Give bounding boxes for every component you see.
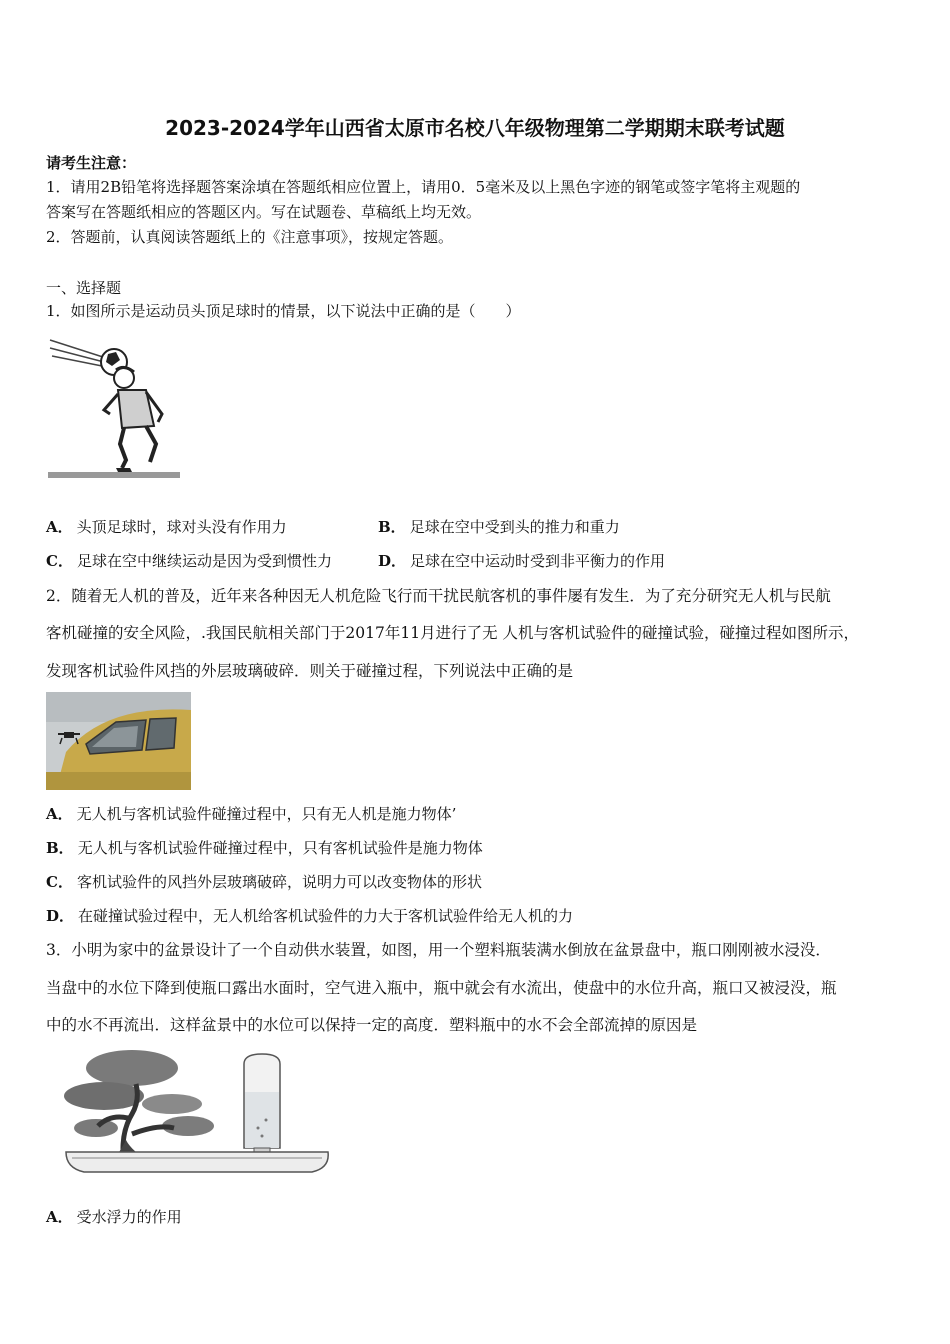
bonsai-bottle-figure bbox=[62, 1044, 332, 1186]
soccer-header-illustration bbox=[46, 334, 182, 480]
option-text: 在碰撞试验过程中，无人机给客机试验件的力大于客机试验件给无人机的力 bbox=[78, 907, 574, 925]
page-title: 2023-2024学年山西省太原市名校八年级物理第二学期期末联考试题 bbox=[165, 116, 785, 140]
q2-option-c[interactable] bbox=[46, 869, 482, 895]
option-text: 受水浮力的作用 bbox=[76, 1208, 182, 1226]
option-label: C． bbox=[46, 873, 73, 891]
option-text: 无人机与客机试验件碰撞过程中，只有无人机是施力物体’ bbox=[76, 805, 457, 823]
option-label: B． bbox=[378, 518, 406, 536]
q1-option-b[interactable] bbox=[378, 514, 620, 540]
notice-line-3: 2．答题前，认真阅读答题纸上的《注意事项》，按规定答题。 bbox=[46, 228, 454, 246]
option-text: 足球在空中受到头的推力和重力 bbox=[409, 518, 620, 536]
q1-option-d[interactable] bbox=[378, 548, 665, 574]
option-text: 足球在空中继续运动是因为受到惯性力 bbox=[76, 552, 332, 570]
option-label: C． bbox=[46, 552, 73, 570]
notice-line-2: 答案写在答题纸相应的答题区内。写在试题卷、草稿纸上均无效。 bbox=[46, 203, 482, 221]
section-heading: 一、选择题 bbox=[46, 279, 122, 297]
option-text: 客机试验件的风挡外层玻璃破碎，说明力可以改变物体的形状 bbox=[76, 873, 482, 891]
aircraft-cockpit-figure bbox=[46, 692, 191, 790]
q1-option-a[interactable] bbox=[46, 514, 287, 540]
soccer-player-figure bbox=[46, 334, 182, 480]
q2-stem-line-2: 客机碰撞的安全风险，.我国民航相关部门于2017年11月进行了无 人机与客机试验件的碰撞试验，碰撞过程如图所示， bbox=[46, 624, 860, 642]
option-text: 头顶足球时，球对头没有作用力 bbox=[76, 518, 287, 536]
option-label: B． bbox=[46, 839, 74, 857]
q3-stem-line-2: 当盘中的水位下降到使瓶口露出水面时，空气进入瓶中，瓶中就会有水流出，使盘中的水位升高，瓶口又被浸没，瓶 bbox=[46, 979, 837, 997]
bonsai-water-device-illustration bbox=[62, 1044, 332, 1186]
drone-collision-photo bbox=[46, 692, 191, 790]
notice-line-1: 1．请用2B铅笔将选择题答案涂填在答题纸相应位置上，请用0．5毫米及以上黑色字迹的钢笔或签字笔将主观题的 bbox=[46, 178, 801, 196]
q2-option-a[interactable] bbox=[46, 801, 456, 827]
option-label: A． bbox=[46, 1208, 73, 1226]
option-label: A． bbox=[46, 518, 73, 536]
q2-option-d[interactable] bbox=[46, 903, 573, 929]
option-label: A． bbox=[46, 805, 73, 823]
q2-stem-line-3: 发现客机试验件风挡的外层玻璃破碎．则关于碰撞过程，下列说法中正确的是 bbox=[46, 662, 574, 680]
option-label: D． bbox=[378, 552, 407, 570]
q3-stem-line-3: 中的水不再流出．这样盆景中的水位可以保持一定的高度．塑料瓶中的水不会全部流掉的原因是 bbox=[46, 1016, 698, 1034]
q2-option-b[interactable] bbox=[46, 835, 483, 861]
notice-heading: 请考生注意： bbox=[46, 154, 137, 172]
q1-option-c[interactable] bbox=[46, 548, 332, 574]
option-label: D． bbox=[46, 907, 75, 925]
option-text: 无人机与客机试验件碰撞过程中，只有客机试验件是施力物体 bbox=[77, 839, 483, 857]
option-text: 足球在空中运动时受到非平衡力的作用 bbox=[410, 552, 666, 570]
q2-stem-line-1: 2．随着无人机的普及，近年来各种因无人机危险飞行而干扰民航客机的事件屡有发生．为了充分研究无人机与民航 bbox=[46, 587, 831, 605]
q3-stem-line-1: 3．小明为家中的盆景设计了一个自动供水装置，如图，用一个塑料瓶装满水倒放在盆景盘中，瓶口刚刚被水浸没． bbox=[46, 941, 831, 959]
q1-stem: 1．如图所示是运动员头顶足球时的情景，以下说法中正确的是（ ） bbox=[46, 302, 521, 320]
q3-option-a[interactable] bbox=[46, 1204, 182, 1230]
